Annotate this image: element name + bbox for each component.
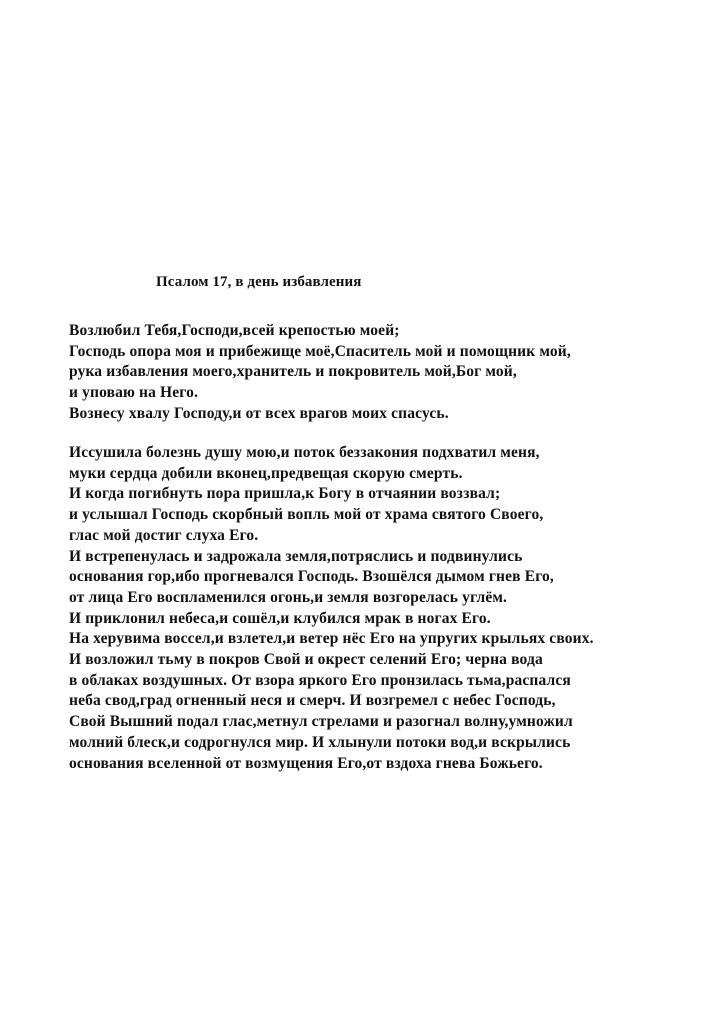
stanza-line: и уповаю на Него. (69, 384, 199, 402)
stanza-line: глас мой достиг слуха Его. (69, 526, 259, 544)
stanza-line: основания вселенной от возмущения Его,от вздоха гнева Божьего. (69, 754, 543, 772)
stanza-line: Господь опора моя и прибежище моё,Спаситель мой и помощник мой, (69, 342, 571, 360)
stanza-line: молний блеск,и содрогнулся мир. И хлынули потоки вод,и вскрылись (69, 733, 571, 751)
stanza-1 (69, 321, 571, 425)
stanza-line: и услышал Господь скорбный вопль мой от храма святого Своего, (69, 506, 544, 524)
stanza-line: И возложил тьму в покров Свой и окрест селений Его; черна вода (69, 651, 543, 669)
stanza-line: Вознесу хвалу Господу,и от всех врагов моих спасусь. (69, 404, 449, 422)
stanza-line: На херувима воссел,и взлетел,и ветер нёс Его на упругих крыльях своих. (69, 630, 594, 648)
stanza-2 (69, 443, 594, 774)
stanza-line: Иссушила болезнь душу мою,и поток беззакония подхватил меня, (69, 444, 540, 461)
stanza-line: неба свод,град огненный неся и смерч. И возгремел с небес Господь, (69, 692, 556, 710)
stanza-line: Возлюбил Тебя,Господи,всей крепостью моей; (69, 322, 400, 339)
stanza-line: муки сердца добили вконец,предвещая скорую смерть. (69, 464, 463, 482)
stanza-line: рука избавления моего,хранитель и покровитель мой,Бог мой, (69, 363, 517, 381)
stanza-line: И встрепенулась и задрожала земля,потряслись и подвинулись (69, 547, 523, 565)
stanza-line: И приклонил небеса,и сошёл,и клубился мрак в ногах Его. (69, 609, 491, 627)
stanza-line: в облаках воздушных. От взора яркого Его пронзилась тьма,распался (69, 671, 571, 689)
document-title: Псалом 17, в день избавления (156, 274, 362, 290)
stanza-line: И когда погибнуть пора пришла,к Богу в отчаянии воззвал; (69, 485, 501, 503)
stanza-line: от лица Его воспламенился огонь,и земля возгорелась углём. (69, 588, 508, 606)
stanza-line: Свой Вышний подал глас,метнул стрелами и разогнал волну,умножил (69, 713, 573, 731)
stanza-line: основания гор,ибо прогневался Господь. Взошёлся дымом гнев Его, (69, 568, 554, 586)
